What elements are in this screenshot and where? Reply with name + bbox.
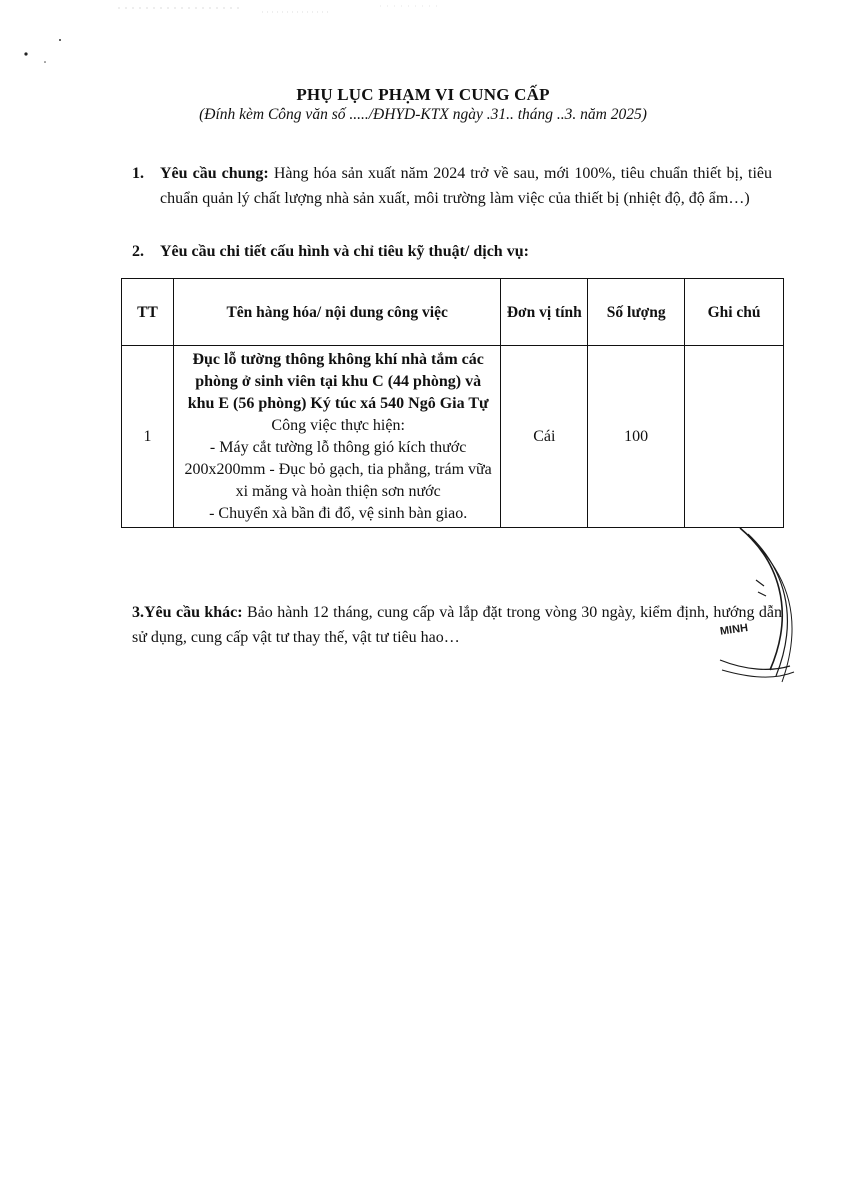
section-other-requirements xyxy=(132,600,782,650)
table-header-row xyxy=(122,279,784,346)
header-unit: Đơn vị tính xyxy=(501,279,588,346)
cell-quantity: 100 xyxy=(588,346,685,528)
item-title: Đục lỗ tường thông không khí nhà tắm các phòng ở sinh viên tại khu C (44 phòng) và khu E (56 phòng) Ký túc xá 540 Ngô Gia Tự xyxy=(187,351,489,412)
cell-description xyxy=(173,346,500,528)
section-number: 2. xyxy=(132,243,144,260)
header-item-name: Tên hàng hóa/ nội dung công việc xyxy=(173,279,500,346)
section-detailed-requirements xyxy=(132,239,772,264)
section-text: Hàng hóa sản xuất năm 2024 trở về sau, mới 100%, tiêu chuẩn thiết bị, tiêu chuẩn quản lý chất lượng nhà sản xuất, môi trường làm việc của thiết bị (nhiệt độ, độ ẩm…) xyxy=(160,165,773,207)
cell-unit: Cái xyxy=(501,346,588,528)
work-heading: Công việc thực hiện: xyxy=(271,417,405,434)
specification-table xyxy=(121,278,784,528)
stamp-fragment xyxy=(700,520,810,700)
section-number: 1. xyxy=(132,165,144,182)
table-row xyxy=(122,346,784,528)
section-heading: Yêu cầu chung: xyxy=(160,165,269,182)
scan-artifacts xyxy=(0,0,846,80)
cell-note xyxy=(685,346,784,528)
cell-tt: 1 xyxy=(122,346,174,528)
work-item: - Chuyển xà bần đi đổ, vệ sinh bàn giao. xyxy=(209,505,468,522)
section-heading: Yêu cầu chi tiết cấu hình và chỉ tiêu kỹ thuật/ dịch vụ: xyxy=(160,243,529,260)
header-quantity: Số lượng xyxy=(588,279,685,346)
header-tt: TT xyxy=(122,279,174,346)
document-title: PHỤ LỤC PHẠM VI CUNG CẤP xyxy=(296,85,550,104)
section-general-requirements xyxy=(132,161,772,211)
section-body xyxy=(160,161,772,211)
section-body xyxy=(132,600,782,650)
section-body xyxy=(160,239,772,264)
header-note: Ghi chú xyxy=(685,279,784,346)
section-text: Bảo hành 12 tháng, cung cấp và lắp đặt trong vòng 30 ngày, kiểm định, hướng dẫn sử dụng, cung cấp vật tư thay thế, vật tư tiêu hao… xyxy=(132,604,783,646)
section-heading: 3.Yêu cầu khác: xyxy=(132,604,243,621)
work-item: - Máy cắt tường lỗ thông gió kích thước 200x200mm - Đục bỏ gạch, tia phẳng, trám vữa xi măng và hoàn thiện sơn nước xyxy=(184,439,492,500)
svg-text:MINH: MINH xyxy=(719,621,749,638)
document-subtitle: (Đính kèm Công văn số ...../ĐHYD-KTX ngày .31.. tháng ..3. năm 2025) xyxy=(199,106,647,123)
